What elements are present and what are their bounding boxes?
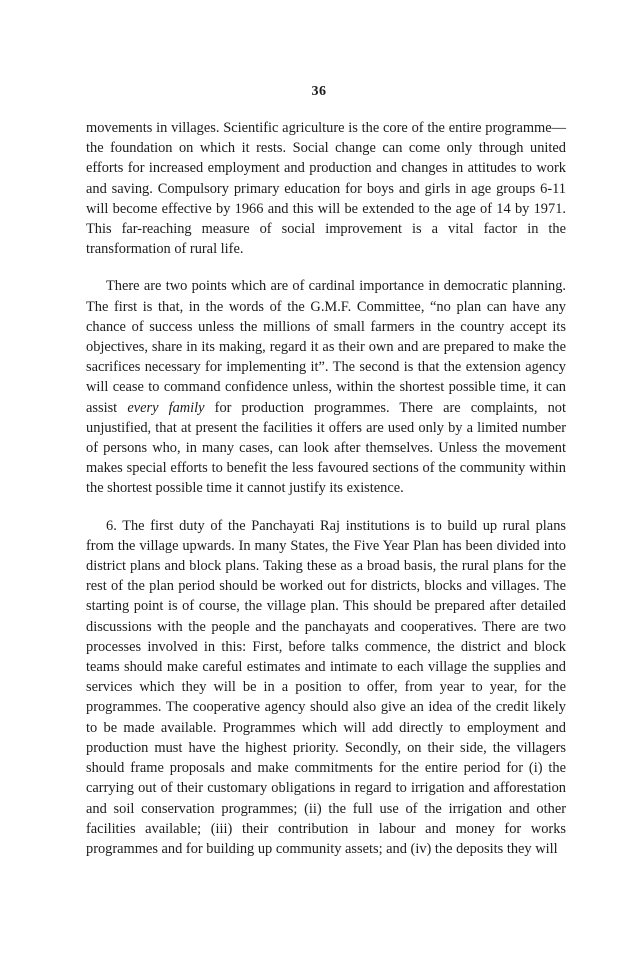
paragraph-democratic-planning	[86, 276, 566, 498]
body-text	[86, 118, 566, 859]
emphasis-every-family: every family	[127, 399, 205, 416]
paragraph-text: 6. The first duty of the Panchayati Raj institutions is to build up rural plans from the village upwards. In many States, the Five Year Plan has been divided into district plans and block plans. Taking these as a broad basis, the rural plans for the rest of the plan period should be worked out for districts, blocks and villages. The starting point is of course, the village plan. This should be prepared after detailed discussions with the people and the panchayats and cooperatives. There are two processes involved in this: First, before talks commence, the district and block teams should make careful estimates and intimate to each village the supplies and services which they will be in a position to offer, from year to year, for the programmes. The cooperative agency should also give an idea of the credit likely to be made available. Programmes which will add directly to employment and production must have the highest priority. Secondly, on their side, the villagers should frame proposals and make commitments for the entire period for (i) the carrying out of their customary obligations in regard to irrigation and afforestation and soil conservation programmes; (ii) the full use of the irrigation and other facilities available; (iii) their contribution in labour and money for works programmes and for building up community assets; and (iv) the deposits they will	[86, 517, 566, 857]
paragraph-text: There are two points which are of cardinal importance in democratic planning. The first is that, in the words of the G.M.F. Committee, “no plan can have any chance of success unless the millions of small farmers in the country accept its objectives, share in its making, regard it as their own and are prepared to make the sacrifices necessary for implementing it”. The second is that the extension agency will cease to command confidence unless, within the shortest possible time, it can assist	[86, 278, 566, 416]
paragraph-panchayati-raj	[86, 516, 566, 859]
paragraph-text: for production programmes. There are complaints, not unjustified, that at present the facilities it offers are used only by a limited number of persons who, in many cases, can look after themselves. Unless the movement makes special efforts to benefit the less favoured sections of the community within the shortest possible time it cannot justify its existence.	[86, 399, 566, 497]
paragraph-movements	[86, 118, 566, 259]
page-number: 36	[311, 84, 327, 99]
paragraph-text: movements in villages. Scientific agriculture is the core of the entire programme—the foundation on which it rests. Social change can come only through united efforts for increased employment and production and changes in attitudes to work and saving. Compulsory primary education for boys and girls in age groups 6-11 will become effective by 1966 and this will be extended to the age of 14 by 1971. This far-reaching measure of social improvement is a vital factor in the transformation of rural life.	[86, 120, 566, 258]
